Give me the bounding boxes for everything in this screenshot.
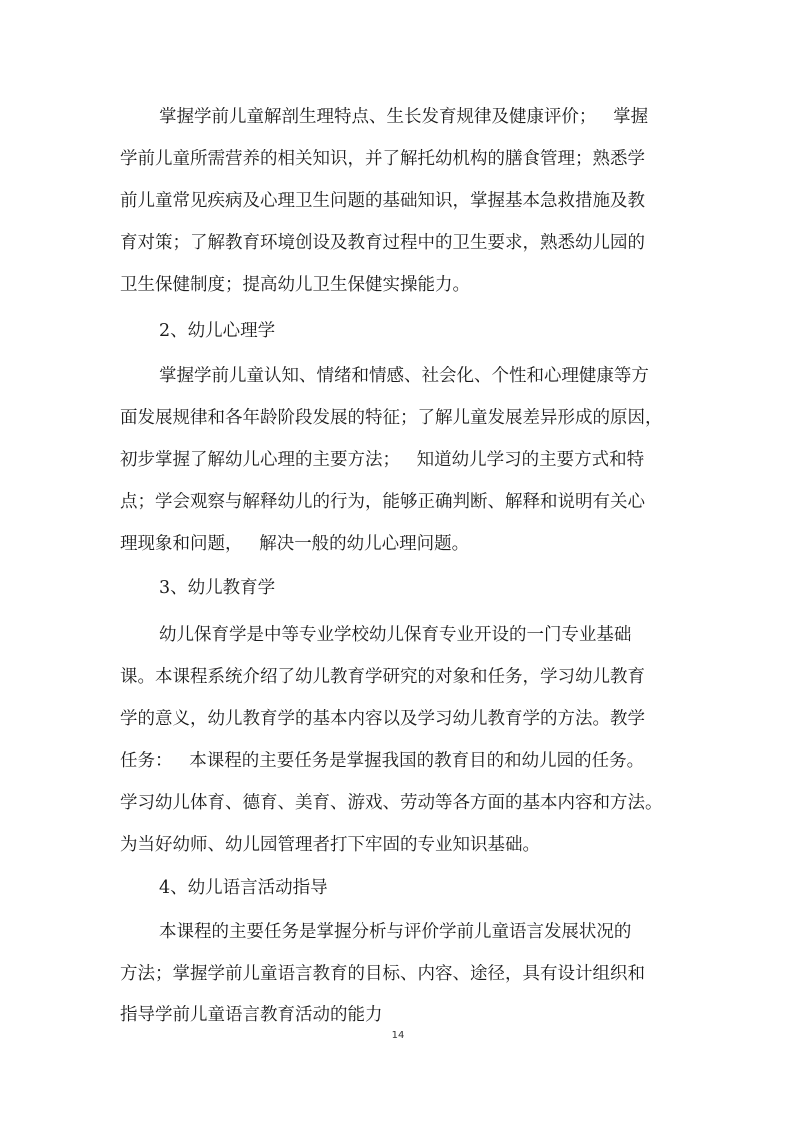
paragraph-line: 面发展规律和各年龄阶段发展的特征；了解儿童发展差异形成的原因， [120,408,663,428]
section-heading: 3、幼儿教育学 [120,578,276,598]
paragraph-line: 本课程的主要任务是掌握分析与评价学前儿童语言发展状况的 [120,922,632,942]
paragraph-line: 方法；掌握学前儿童语言教育的目标、内容、途径，具有设计组织和 [120,964,645,984]
paragraph-line: 幼儿保育学是中等专业学校幼儿保育专业开设的一门专业基础 [120,625,632,645]
paragraph-line: 点；学会观察与解释幼儿的行为，能够正确判断、解释和说明有关心 [120,492,645,512]
paragraph-line: 卫生保健制度；提高幼儿卫生保健实操能力。 [120,275,470,295]
paragraph-line: 掌握学前儿童解剖生理特点、生长发育规律及健康评价； 掌握 [120,107,649,127]
paragraph-line: 育对策；了解教育环境创设及教育过程中的卫生要求，熟悉幼儿园的 [120,233,645,253]
paragraph-line: 为当好幼师、幼儿园管理者打下牢固的专业知识基础。 [120,835,540,855]
page-number: 14 [391,1030,405,1041]
paragraph-line: 掌握学前儿童认知、情绪和情感、社会化、个性和心理健康等方 [120,366,649,386]
paragraph-line: 理现象和问题， 解决一般的幼儿心理问题。 [120,534,470,554]
paragraph-line: 任务： 本课程的主要任务是掌握我国的教育目的和幼儿园的任务。 [120,751,645,771]
section-heading: 2、幼儿心理学 [120,321,276,341]
section-heading: 4、幼儿语言活动指导 [120,878,328,898]
paragraph-line: 学习幼儿体育、德育、美育、游戏、劳动等各方面的基本内容和方法。 [120,793,663,813]
paragraph-line: 初步掌握了解幼儿心理的主要方法； 知道幼儿学习的主要方式和特 [120,450,645,470]
paragraph-line: 前儿童常见疾病及心理卫生问题的基础知识，掌握基本急救措施及教 [120,191,645,211]
paragraph-line: 课。本课程系统介绍了幼儿教育学研究的对象和任务，学习幼儿教育 [120,667,645,687]
paragraph-line: 学前儿童所需营养的相关知识，并了解托幼机构的膳食管理；熟悉学 [120,149,645,169]
paragraph-line: 指导学前儿童语言教育活动的能力 [120,1005,383,1025]
paragraph-line: 学的意义，幼儿教育学的基本内容以及学习幼儿教育学的方法。教学 [120,709,645,729]
